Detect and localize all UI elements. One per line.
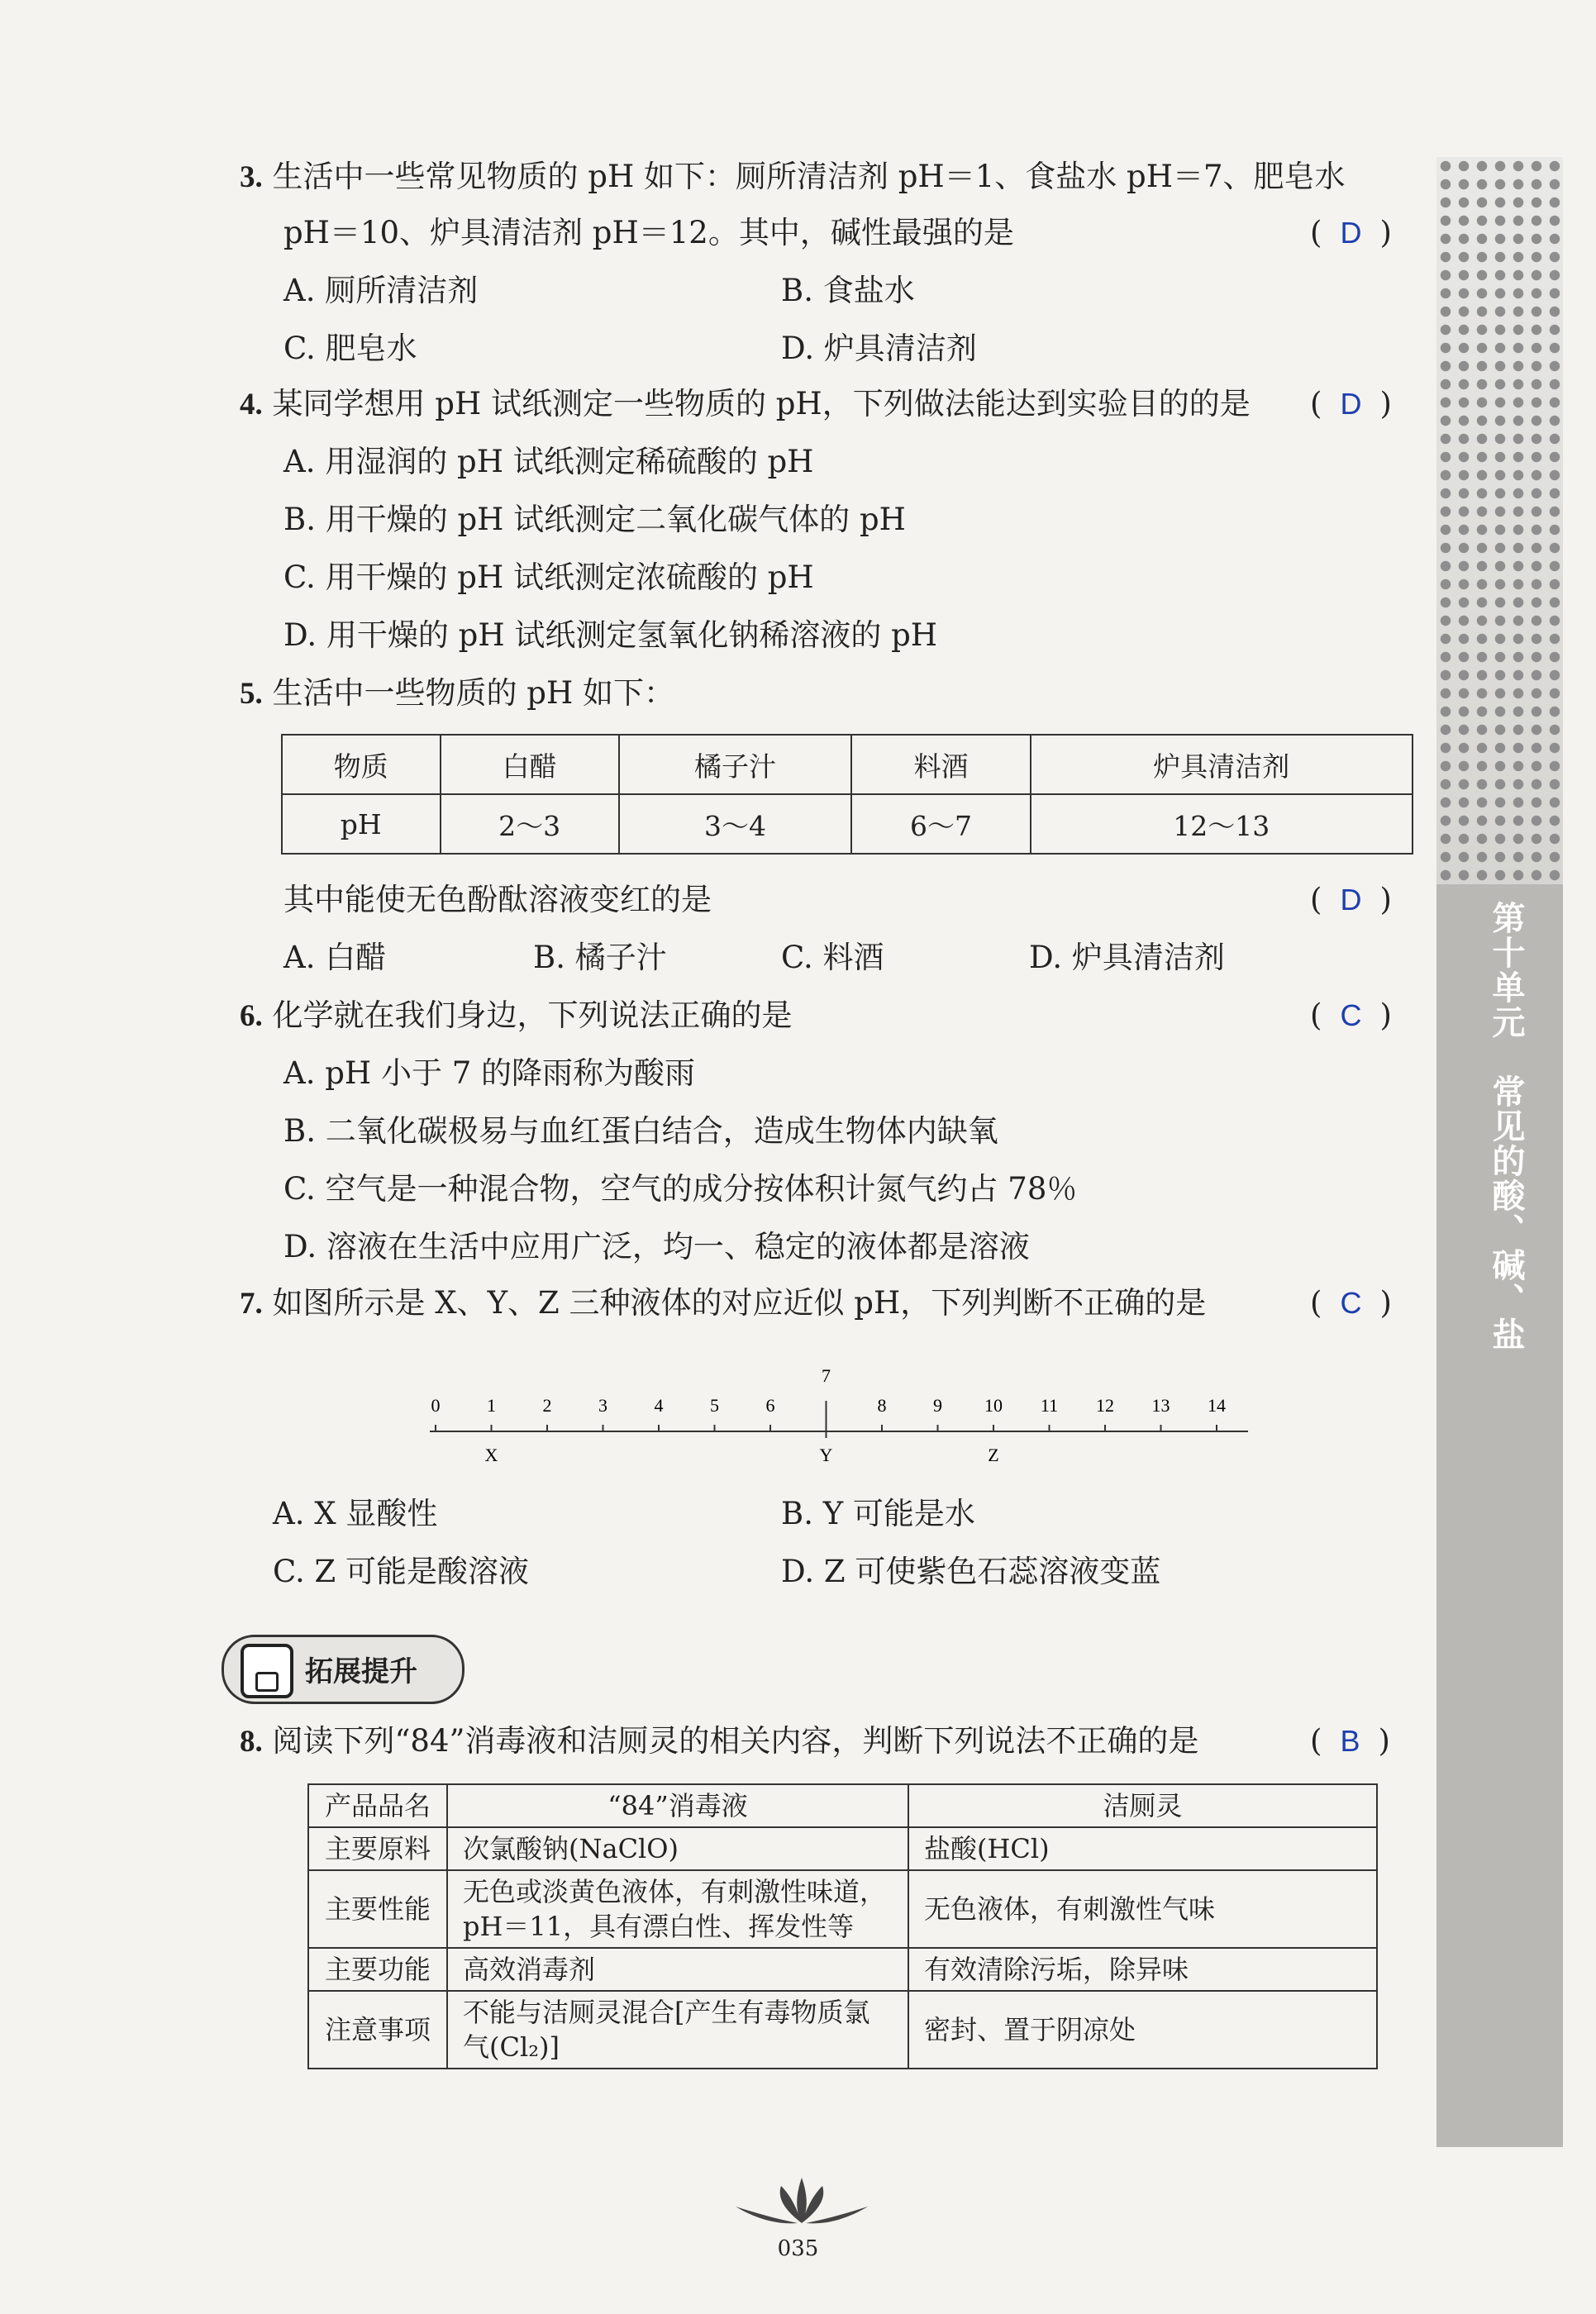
q5-th-4: 炉具清洁剂	[1031, 735, 1413, 794]
ph-tick-label: 10	[984, 1395, 1003, 1416]
ph-tick-label: 3	[598, 1395, 607, 1416]
section-title: 拓展提升	[305, 1655, 417, 1688]
q8-r2-c2: 有效清除污垢，除异味	[908, 1948, 1377, 1991]
q8-r3-c0: 注意事项	[308, 1991, 447, 2069]
q5-option-b: B. 橘子汁	[533, 940, 667, 975]
ph-point-label: Z	[988, 1445, 999, 1465]
q5-option-a: A. 白醋	[283, 940, 387, 975]
q5-number: 5.	[240, 677, 263, 711]
q5-td-2: 3～4	[619, 794, 852, 854]
q8-product-table	[307, 1783, 1378, 2069]
q8-r1-c2: 无色液体，有刺激性气味	[908, 1870, 1377, 1948]
q6-option-a: A. pH 小于 7 的降雨称为酸雨	[283, 1055, 696, 1091]
q3-option-c: C. 肥皂水	[283, 331, 417, 366]
q8-r0-c1: 次氯酸钠(NaClO)	[447, 1827, 908, 1870]
q4-option-d: D. 用干燥的 pH 试纸测定氢氧化钠稀溶液的 pH	[283, 617, 938, 653]
q4-option-c: C. 用干燥的 pH 试纸测定浓硫酸的 pH	[283, 559, 814, 595]
floral-ornament-icon	[727, 2174, 876, 2231]
q8-table-row	[308, 1948, 1377, 1991]
q5-th-0: 物质	[282, 735, 441, 794]
q5-td-1: 2～3	[441, 794, 619, 854]
q8-table-header-row	[308, 1784, 1377, 1827]
ph-tick-label: 4	[654, 1395, 664, 1416]
q8-r0-c0: 主要原料	[308, 1827, 447, 1870]
ph-tick-label: 5	[710, 1395, 719, 1416]
sidebar-chapter-title: 第十单元 常见的酸、碱、盐	[1487, 901, 1526, 1352]
q7-option-a: A. X 显酸性	[273, 1496, 438, 1531]
q8-stem: 阅读下列“84”消毒液和洁厕灵的相关内容，判断下列说法不正确的是	[272, 1723, 1199, 1759]
q4-option-b: B. 用干燥的 pH 试纸测定二氧化碳气体的 pH	[283, 502, 906, 537]
q8-number: 8.	[240, 1725, 263, 1759]
q3-line1	[240, 157, 1346, 198]
q7-stem: 如图所示是 X、Y、Z 三种液体的对应近似 pH，下列判断不正确的是	[272, 1285, 1207, 1321]
q7-answer-paren: ( C )	[1310, 1285, 1392, 1321]
q5-th-3: 料酒	[851, 735, 1030, 794]
q4-answer-paren: ( D )	[1310, 386, 1392, 421]
q7-number: 7.	[240, 1287, 263, 1321]
q8-r2-c1: 高效消毒剂	[447, 1948, 908, 1991]
q5-td-4: 12～13	[1031, 794, 1413, 854]
q8-answer: B	[1340, 1724, 1360, 1758]
q6-number: 6.	[240, 999, 263, 1033]
q5-table-header-row	[282, 735, 1413, 794]
q5-stem-line	[240, 674, 674, 714]
ph-tick-label: 13	[1151, 1395, 1170, 1416]
q8-answer-paren: ( B )	[1310, 1723, 1390, 1759]
q4-answer: D	[1340, 387, 1362, 421]
q5-stem: 生活中一些物质的 pH 如下：	[272, 675, 674, 711]
ph-tick-label: 7	[822, 1365, 831, 1386]
q6-option-d: D. 溶液在生活中应用广泛，均一、稳定的液体都是溶液	[283, 1229, 1030, 1264]
q3-option-a: A. 厕所清洁剂	[283, 273, 479, 308]
q3-stem-line1: 生活中一些常见物质的 pH 如下：厕所清洁剂 pH＝1、食盐水 pH＝7、肥皂水	[272, 159, 1346, 194]
ph-tick-label: 8	[877, 1395, 887, 1416]
q3-answer-paren: ( D )	[1310, 215, 1392, 250]
ph-tick-label: 6	[765, 1395, 775, 1416]
ph-tick-label: 2	[542, 1395, 552, 1416]
ph-point-label: Y	[819, 1445, 833, 1465]
q6-stem-line	[240, 996, 793, 1036]
q6-answer: C	[1340, 998, 1362, 1032]
q8-r1-c0: 主要性能	[308, 1870, 447, 1948]
q8-table-row	[308, 1870, 1377, 1948]
q4-number: 4.	[240, 388, 263, 421]
q3-number: 3.	[240, 160, 263, 194]
q5-question: 其中能使无色酚酞溶液变红的是	[283, 882, 712, 917]
disk-icon	[241, 1644, 293, 1698]
ph-tick-label: 12	[1096, 1395, 1114, 1416]
q8-r2-c0: 主要功能	[308, 1948, 447, 1991]
section-badge	[222, 1635, 465, 1704]
ph-tick-label: 14	[1208, 1395, 1226, 1416]
ph-tick-label: 9	[933, 1395, 942, 1416]
q8-th-1: “84”消毒液	[447, 1784, 908, 1827]
q7-option-b: B. Y 可能是水	[781, 1496, 975, 1531]
ph-tick-label: 11	[1040, 1395, 1059, 1416]
q8-r3-c1: 不能与洁厕灵混合[产生有毒物质氯气(Cl₂)]	[447, 1991, 908, 2069]
q3-answer: D	[1340, 216, 1362, 250]
ph-point-label: X	[484, 1445, 498, 1465]
q8-th-0: 产品品名	[308, 1784, 447, 1827]
q5-option-d: D. 炉具清洁剂	[1029, 940, 1225, 975]
q7-answer: C	[1340, 1286, 1362, 1320]
q8-r1-c1: 无色或淡黄色液体，有刺激性味道，pH＝11，具有漂白性、挥发性等	[447, 1870, 908, 1948]
q8-stem-line	[240, 1721, 1198, 1762]
q6-answer-paren: ( C )	[1310, 997, 1392, 1033]
sidebar-dot-pattern	[1436, 157, 1563, 884]
q8-r3-c2: 密封、置于阴凉处	[908, 1991, 1377, 2069]
page-number: 035	[777, 2236, 819, 2261]
q5-table-row	[282, 794, 1413, 854]
q6-stem: 化学就在我们身边，下列说法正确的是	[272, 997, 793, 1033]
q5-ph-table	[281, 734, 1413, 855]
q3-option-b: B. 食盐水	[781, 273, 915, 308]
ph-tick-label: 1	[487, 1395, 496, 1416]
q3-option-d: D. 炉具清洁剂	[781, 331, 977, 366]
q4-stem-line	[240, 384, 1251, 425]
q5-th-2: 橘子汁	[619, 735, 852, 794]
q7-option-c: C. Z 可能是酸溶液	[273, 1554, 529, 1589]
q5-td-0: pH	[282, 794, 441, 854]
ph-tick-label: 0	[431, 1395, 441, 1416]
q4-stem: 某同学想用 pH 试纸测定一些物质的 pH，下列做法能达到实验目的的是	[272, 386, 1251, 421]
q5-td-3: 6～7	[851, 794, 1030, 854]
q8-table-row	[308, 1991, 1377, 2069]
q4-option-a: A. 用湿润的 pH 试纸测定稀硫酸的 pH	[283, 444, 814, 479]
q7-stem-line	[240, 1283, 1206, 1324]
q6-option-b: B. 二氧化碳极易与血红蛋白结合，造成生物体内缺氧	[283, 1113, 998, 1149]
q8-th-2: 洁厕灵	[908, 1784, 1377, 1827]
q5-th-1: 白醋	[441, 735, 619, 794]
q3-stem-line2: pH＝10、炉具清洁剂 pH＝12。其中，碱性最强的是	[283, 215, 1014, 250]
q5-answer: D	[1340, 883, 1362, 917]
q5-answer-paren: ( D )	[1310, 882, 1392, 917]
q5-option-c: C. 料酒	[781, 940, 884, 975]
q8-table-row	[308, 1827, 1377, 1870]
q6-option-c: C. 空气是一种混合物，空气的成分按体积计氮气约占 78％	[283, 1171, 1078, 1207]
q8-r0-c2: 盐酸(HCl)	[908, 1827, 1377, 1870]
q7-ph-scale	[426, 1355, 1252, 1471]
q7-option-d: D. Z 可使紫色石蕊溶液变蓝	[781, 1554, 1161, 1589]
